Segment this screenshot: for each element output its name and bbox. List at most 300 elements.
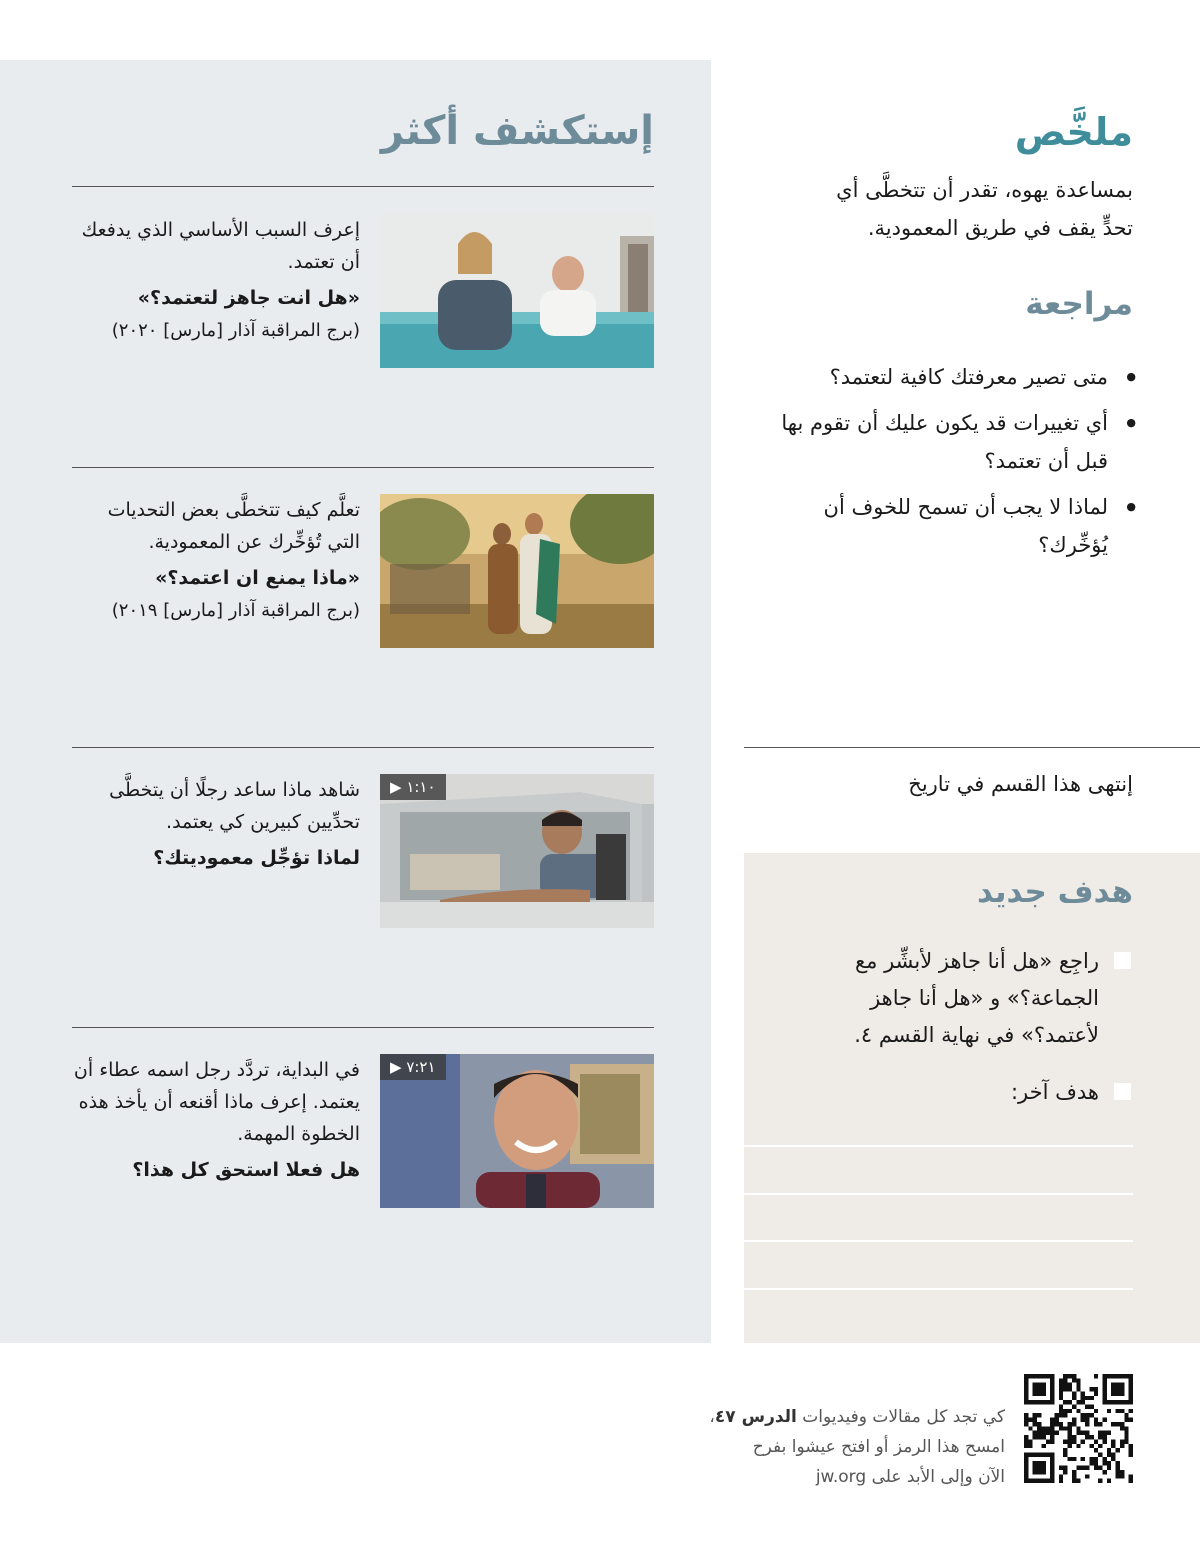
qr-module	[1037, 1452, 1041, 1456]
qr-module	[1041, 1461, 1045, 1465]
qr-module	[1050, 1439, 1054, 1443]
qr-module	[1050, 1474, 1054, 1478]
qr-module	[1072, 1470, 1076, 1474]
qr-module	[1059, 1387, 1063, 1391]
qr-module	[1059, 1426, 1063, 1430]
qr-module	[1072, 1396, 1076, 1400]
qr-module	[1081, 1396, 1085, 1400]
qr-module	[1072, 1474, 1076, 1478]
qr-module	[1063, 1452, 1067, 1456]
qr-module	[1116, 1387, 1120, 1391]
qr-module	[1063, 1448, 1067, 1452]
qr-module	[1024, 1479, 1028, 1483]
qr-module	[1098, 1422, 1102, 1426]
baptism-pool-picture	[380, 214, 654, 368]
qr-module	[1028, 1418, 1032, 1422]
qr-module	[1068, 1422, 1072, 1426]
qr-module	[1037, 1413, 1041, 1417]
goal-text: راجِع «هل أنا جاهز لأبشِّر مع الجماعة؟» و «هل أنا جاهز لأعتمد؟» في نهاية القسم ٤.	[854, 949, 1099, 1047]
summary-text: بمساعدة يهوه، تقدر أن تتخطَّى أي تحدٍّ يقف في طريق المعمودية.	[836, 178, 1133, 240]
goal-checkbox[interactable]	[1114, 952, 1131, 969]
qr-module	[1129, 1400, 1133, 1404]
qr-module	[1120, 1400, 1124, 1404]
qr-module	[1120, 1439, 1124, 1443]
qr-module	[1063, 1413, 1067, 1417]
qr-module	[1059, 1396, 1063, 1400]
goal-checkbox[interactable]	[1114, 1083, 1131, 1100]
item-description: شاهد ماذا ساعد رجلًا أن يتخطَّى تحدِّيين كبيرين كي يعتمد.	[109, 779, 360, 833]
qr-module	[1068, 1383, 1072, 1387]
qr-module	[1028, 1479, 1032, 1483]
qr-module	[1129, 1409, 1133, 1413]
qr-module	[1116, 1470, 1120, 1474]
qr-module	[1111, 1457, 1115, 1461]
qr-module	[1116, 1400, 1120, 1404]
qr-module	[1041, 1431, 1045, 1435]
qr-module	[1116, 1391, 1120, 1395]
qr-module	[1102, 1396, 1106, 1400]
divider	[72, 467, 654, 468]
qr-module	[1111, 1400, 1115, 1404]
divider	[72, 747, 654, 748]
qr-module	[1063, 1470, 1067, 1474]
qr-module	[1120, 1383, 1124, 1387]
qr-module	[1041, 1470, 1045, 1474]
goal-text: هدف آخر:	[1010, 1080, 1099, 1104]
qr-module	[1085, 1396, 1089, 1400]
qr-module	[1076, 1387, 1080, 1391]
qr-module	[1033, 1431, 1037, 1435]
qr-module	[1041, 1452, 1045, 1456]
qr-module	[1024, 1461, 1028, 1465]
qr-module	[1116, 1461, 1120, 1465]
qr-module	[1116, 1474, 1120, 1478]
qr-module	[1028, 1439, 1032, 1443]
qr-module	[1037, 1431, 1041, 1435]
qr-module	[1068, 1457, 1072, 1461]
qr-module	[1120, 1474, 1124, 1478]
qr-module	[1129, 1374, 1133, 1378]
writing-line[interactable]	[744, 1193, 1133, 1195]
qr-module	[1081, 1413, 1085, 1417]
qr-module	[1041, 1374, 1045, 1378]
qr-module	[1024, 1413, 1028, 1417]
qr-module	[1089, 1457, 1093, 1461]
qr-module	[1041, 1383, 1045, 1387]
footer-line-1	[605, 1402, 1005, 1432]
qr-module	[1050, 1422, 1054, 1426]
lesson-number: الدرس ٤٧	[714, 1407, 797, 1427]
qr-module	[1081, 1418, 1085, 1422]
qr-module	[1085, 1422, 1089, 1426]
qr-module	[1046, 1479, 1050, 1483]
qr-module	[1116, 1383, 1120, 1387]
qr-module	[1059, 1466, 1063, 1470]
qr-module	[1033, 1383, 1037, 1387]
qr-module	[1098, 1435, 1102, 1439]
qr-module	[1063, 1426, 1067, 1430]
qr-module	[1050, 1400, 1054, 1404]
qr-module	[1024, 1378, 1028, 1382]
qr-module	[1081, 1457, 1085, 1461]
explore-item-text	[72, 214, 360, 347]
qr-module	[1024, 1396, 1028, 1400]
qr-module	[1089, 1435, 1093, 1439]
qr-module	[1102, 1391, 1106, 1395]
qr-module	[1072, 1435, 1076, 1439]
item-source: (برج المراقبة آذار [مارس] ٢٠٢٠)	[111, 320, 360, 341]
qr-module	[1041, 1444, 1045, 1448]
qr-module	[1081, 1431, 1085, 1435]
qr-module	[1059, 1378, 1063, 1382]
qr-module	[1055, 1422, 1059, 1426]
qr-module	[1037, 1470, 1041, 1474]
video-thumbnail[interactable]	[380, 1054, 654, 1208]
qr-module	[1076, 1378, 1080, 1382]
qr-module	[1111, 1422, 1115, 1426]
qr-module	[1076, 1431, 1080, 1435]
qr-module	[1033, 1422, 1037, 1426]
qr-module	[1033, 1413, 1037, 1417]
qr-module	[1063, 1383, 1067, 1387]
qr-module	[1059, 1391, 1063, 1395]
qr-module	[1033, 1466, 1037, 1470]
qr-module	[1033, 1418, 1037, 1422]
qr-module	[1072, 1378, 1076, 1382]
qr-module	[1094, 1387, 1098, 1391]
qr-module	[1076, 1383, 1080, 1387]
divider	[744, 747, 1200, 748]
qr-module	[1068, 1439, 1072, 1443]
qr-module	[1089, 1387, 1093, 1391]
qr-module	[1037, 1435, 1041, 1439]
qr-module	[1107, 1374, 1111, 1378]
qr-module	[1059, 1422, 1063, 1426]
qr-module	[1081, 1466, 1085, 1470]
divider	[72, 186, 654, 187]
qr-module	[1024, 1457, 1028, 1461]
qr-module	[1046, 1431, 1050, 1435]
writing-line[interactable]	[744, 1240, 1133, 1242]
qr-module	[1037, 1426, 1041, 1430]
qr-module	[1072, 1405, 1076, 1409]
qr-module	[1068, 1400, 1072, 1404]
qr-module	[1098, 1444, 1102, 1448]
biblical-painting-picture	[380, 494, 654, 648]
qr-module	[1094, 1461, 1098, 1465]
qr-module	[1129, 1444, 1133, 1448]
qr-module	[1059, 1383, 1063, 1387]
qr-module	[1041, 1391, 1045, 1395]
qr-module	[1085, 1466, 1089, 1470]
qr-module	[1041, 1387, 1045, 1391]
qr-module	[1024, 1383, 1028, 1387]
section-finished-date: إنتهى هذا القسم في تاريخ	[908, 772, 1133, 796]
qr-module	[1124, 1400, 1128, 1404]
video-thumbnail[interactable]	[380, 774, 654, 928]
qr-module	[1089, 1405, 1093, 1409]
qr-module	[1068, 1387, 1072, 1391]
qr-module	[1111, 1452, 1115, 1456]
goal-item	[809, 943, 1099, 1054]
qr-module	[1102, 1439, 1106, 1443]
video-duration-badge: ▶ ١:١٠	[380, 774, 446, 800]
qr-module	[1041, 1435, 1045, 1439]
qr-module	[1089, 1444, 1093, 1448]
qr-module	[1120, 1387, 1124, 1391]
review-question: ● أي تغييرات قد يكون عليك أن تقوم بها قبل أن تعتمد؟	[778, 404, 1108, 480]
qr-module	[1102, 1400, 1106, 1404]
qr-code-icon[interactable]	[1024, 1374, 1133, 1483]
qr-module	[1102, 1431, 1106, 1435]
qr-module	[1107, 1461, 1111, 1465]
qr-module	[1046, 1426, 1050, 1430]
qr-module	[1085, 1435, 1089, 1439]
qr-module	[1063, 1409, 1067, 1413]
qr-module	[1033, 1479, 1037, 1483]
qr-module	[1024, 1400, 1028, 1404]
qr-module	[1037, 1374, 1041, 1378]
qr-module	[1085, 1405, 1089, 1409]
qr-module	[1068, 1431, 1072, 1435]
qr-module	[1055, 1431, 1059, 1435]
qr-module	[1120, 1444, 1124, 1448]
qr-module	[1033, 1461, 1037, 1465]
item-title-link[interactable]: لماذا تؤجِّل معموديتك؟	[153, 847, 360, 869]
qr-module	[1089, 1413, 1093, 1417]
qr-module	[1050, 1457, 1054, 1461]
qr-module	[1076, 1444, 1080, 1448]
qr-module	[1050, 1418, 1054, 1422]
qr-module	[1024, 1466, 1028, 1470]
explore-item-text	[72, 774, 360, 875]
footer-line-3: الآن وإلى الأبد على jw.org	[815, 1467, 1005, 1487]
qr-module	[1050, 1426, 1054, 1430]
qr-module	[1120, 1391, 1124, 1395]
qr-module	[1111, 1387, 1115, 1391]
painting-image[interactable]	[380, 494, 654, 648]
item-title-link[interactable]: «هل انت جاهز لتعتمد؟»	[137, 287, 360, 309]
qr-module	[1094, 1457, 1098, 1461]
qr-module	[1046, 1374, 1050, 1378]
qr-module	[1102, 1387, 1106, 1391]
qr-module	[1094, 1422, 1098, 1426]
qr-module	[1129, 1479, 1133, 1483]
qr-module	[1059, 1413, 1063, 1417]
qr-module	[1116, 1448, 1120, 1452]
qr-module	[1085, 1413, 1089, 1417]
qr-module	[1037, 1387, 1041, 1391]
qr-module	[1098, 1431, 1102, 1435]
qr-module	[1081, 1400, 1085, 1404]
writing-line[interactable]	[744, 1288, 1133, 1290]
qr-module	[1072, 1457, 1076, 1461]
qr-module	[1124, 1413, 1128, 1417]
qr-module	[1050, 1479, 1054, 1483]
qr-module	[1055, 1418, 1059, 1422]
qr-module	[1102, 1457, 1106, 1461]
qr-module	[1089, 1396, 1093, 1400]
qr-module	[1129, 1474, 1133, 1478]
qr-module	[1024, 1474, 1028, 1478]
qr-module	[1041, 1466, 1045, 1470]
qr-module	[1072, 1374, 1076, 1378]
qr-module	[1024, 1374, 1028, 1378]
footer-line-2: امسح هذا الرمز أو افتح عيشوا بفرح	[752, 1437, 1005, 1457]
qr-module	[1068, 1444, 1072, 1448]
qr-module	[1102, 1383, 1106, 1387]
qr-module	[1050, 1387, 1054, 1391]
qr-module	[1024, 1391, 1028, 1395]
qr-module	[1102, 1435, 1106, 1439]
qr-module	[1107, 1452, 1111, 1456]
qr-module	[1094, 1448, 1098, 1452]
qr-module	[1124, 1426, 1128, 1430]
qr-module	[1111, 1391, 1115, 1395]
qr-module	[1033, 1391, 1037, 1395]
qr-module	[1068, 1374, 1072, 1378]
qr-module	[1129, 1418, 1133, 1422]
qr-module	[1050, 1431, 1054, 1435]
qr-module	[1094, 1466, 1098, 1470]
qr-module	[1050, 1452, 1054, 1456]
qr-module	[1068, 1435, 1072, 1439]
qr-module	[1085, 1418, 1089, 1422]
qr-module	[1107, 1479, 1111, 1483]
qr-module	[1024, 1387, 1028, 1391]
qr-module	[1129, 1452, 1133, 1456]
qr-module	[1063, 1400, 1067, 1404]
goal-list	[809, 943, 1099, 1131]
qr-module	[1063, 1466, 1067, 1470]
qr-module	[1033, 1400, 1037, 1404]
item-description: إعرف السبب الأساسي الذي يدفعك أن تعتمد.	[81, 219, 360, 273]
qr-module	[1063, 1439, 1067, 1443]
qr-module	[1085, 1474, 1089, 1478]
qr-module	[1037, 1422, 1041, 1426]
qr-module	[1076, 1400, 1080, 1404]
qr-module	[1076, 1426, 1080, 1430]
qr-module	[1050, 1383, 1054, 1387]
qr-module	[1024, 1439, 1028, 1443]
qr-module	[1094, 1418, 1098, 1422]
qr-module	[1094, 1439, 1098, 1443]
item-title-link[interactable]: هل فعلا استحق كل هذا؟	[132, 1159, 360, 1181]
explore-item-text	[72, 1054, 360, 1187]
qr-module	[1124, 1418, 1128, 1422]
qr-module	[1120, 1470, 1124, 1474]
qr-module	[1129, 1448, 1133, 1452]
qr-module	[1107, 1431, 1111, 1435]
qr-module	[1033, 1374, 1037, 1378]
qr-module	[1116, 1422, 1120, 1426]
qr-module	[1050, 1461, 1054, 1465]
qr-module	[1050, 1435, 1054, 1439]
qr-module	[1024, 1444, 1028, 1448]
qr-module	[1102, 1461, 1106, 1465]
qr-module	[1098, 1466, 1102, 1470]
qr-module	[1041, 1479, 1045, 1483]
qr-module	[1111, 1383, 1115, 1387]
qr-module	[1107, 1466, 1111, 1470]
explore-heading: إستكشف أكثر	[380, 108, 654, 154]
review-question: ● لماذا لا يجب أن تسمح للخوف أن يُؤخِّرك؟	[778, 488, 1108, 564]
qr-module	[1129, 1387, 1133, 1391]
qr-module	[1028, 1426, 1032, 1430]
qr-module	[1068, 1409, 1072, 1413]
qr-module	[1063, 1378, 1067, 1382]
qr-module	[1037, 1383, 1041, 1387]
qr-module	[1050, 1391, 1054, 1395]
qr-module	[1076, 1479, 1080, 1483]
qr-module	[1063, 1387, 1067, 1391]
writing-line[interactable]	[744, 1145, 1133, 1147]
qr-module	[1050, 1378, 1054, 1382]
qr-module	[1037, 1466, 1041, 1470]
qr-module	[1024, 1422, 1028, 1426]
item-title-link[interactable]: «ماذا يمنع ان اعتمد؟»	[155, 567, 360, 589]
qr-module	[1050, 1470, 1054, 1474]
qr-module	[1107, 1409, 1111, 1413]
qr-module	[1028, 1374, 1032, 1378]
video-duration-badge: ▶ ٧:٢١	[380, 1054, 446, 1080]
qr-module	[1024, 1435, 1028, 1439]
qr-module	[1102, 1374, 1106, 1378]
qr-module	[1094, 1391, 1098, 1395]
qr-module	[1111, 1374, 1115, 1378]
divider	[72, 1027, 654, 1028]
qr-module	[1102, 1418, 1106, 1422]
qr-module	[1120, 1409, 1124, 1413]
qr-module	[1041, 1426, 1045, 1430]
qr-module	[1094, 1374, 1098, 1378]
qr-module	[1050, 1466, 1054, 1470]
summary-heading: ملخَّص	[1014, 110, 1133, 154]
qr-module	[1068, 1426, 1072, 1430]
item-description: في البداية، تردَّد رجل اسمه عطاء أن يعتمد. إعرف ماذا أقنعه أن يأخذ هذه الخطوة المهمة.	[73, 1059, 360, 1145]
qr-module	[1024, 1418, 1028, 1422]
qr-module	[1059, 1405, 1063, 1409]
qr-module	[1072, 1479, 1076, 1483]
qr-module	[1129, 1383, 1133, 1387]
qr-module	[1037, 1391, 1041, 1395]
qr-module	[1107, 1400, 1111, 1404]
qr-module	[1033, 1387, 1037, 1391]
qr-module	[1046, 1439, 1050, 1443]
goal-item	[809, 1074, 1099, 1111]
review-list	[778, 358, 1108, 572]
qr-module	[1072, 1391, 1076, 1395]
baptism-pool-image[interactable]	[380, 214, 654, 368]
qr-module	[1041, 1400, 1045, 1404]
qr-module	[1059, 1479, 1063, 1483]
qr-module	[1124, 1435, 1128, 1439]
qr-module	[1081, 1439, 1085, 1443]
item-description: تعلَّم كيف تتخطَّى بعض التحديات التي تُؤخِّرك عن المعمودية.	[107, 499, 360, 553]
qr-module	[1024, 1452, 1028, 1456]
qr-module	[1081, 1391, 1085, 1395]
qr-module	[1059, 1409, 1063, 1413]
qr-module	[1076, 1466, 1080, 1470]
item-source: (برج المراقبة آذار [مارس] ٢٠١٩)	[111, 600, 360, 621]
qr-module	[1076, 1409, 1080, 1413]
qr-module	[1085, 1431, 1089, 1435]
qr-module	[1124, 1374, 1128, 1378]
qr-module	[1129, 1396, 1133, 1400]
review-heading: مراجعة	[1025, 286, 1133, 322]
qr-module	[1102, 1470, 1106, 1474]
qr-code-graphic	[1024, 1374, 1133, 1483]
